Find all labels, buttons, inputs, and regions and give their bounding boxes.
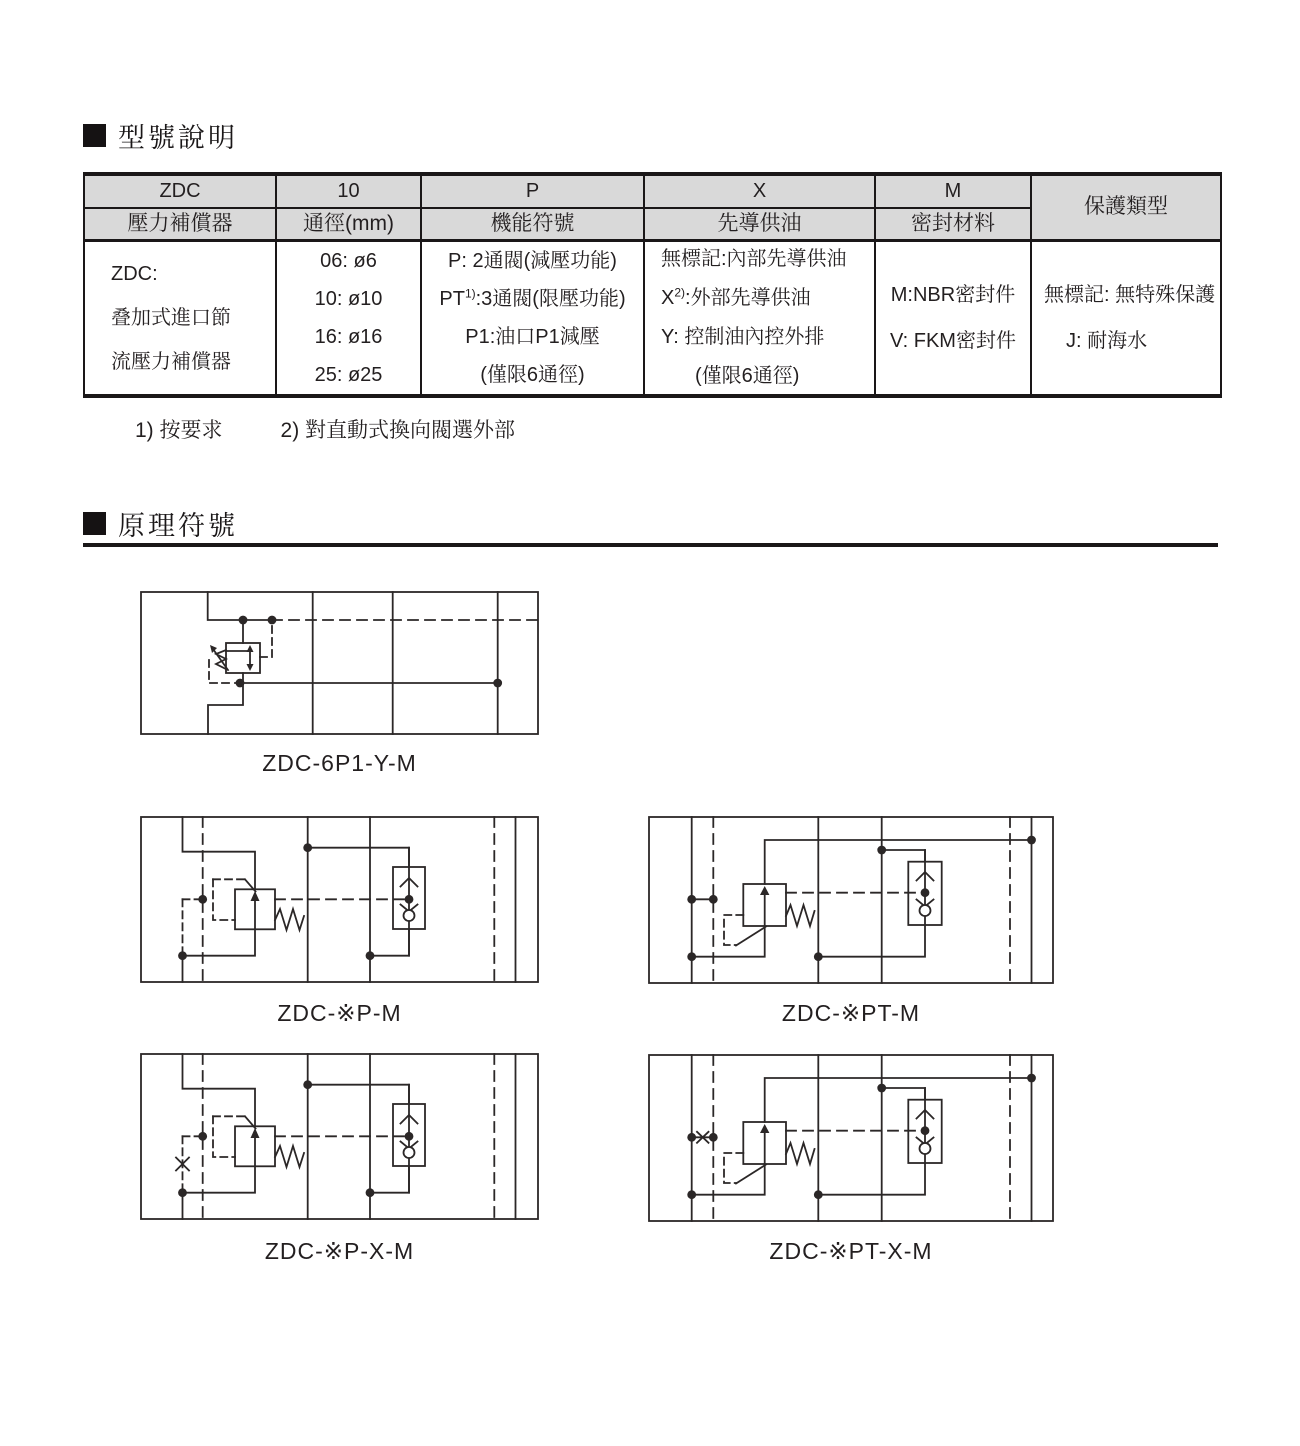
junction-dot <box>687 1133 696 1142</box>
junction-dot <box>236 679 245 688</box>
spring-icon <box>786 905 815 926</box>
table-header-code-size: 10 <box>275 176 420 209</box>
reducing-valve-symbol <box>213 879 304 930</box>
seal-nbr: M:NBR密封件 <box>890 284 1016 306</box>
pilot-line-2-pre: X <box>661 287 675 309</box>
junction-dot <box>303 843 312 852</box>
reducing-valve-symbol <box>213 1116 304 1167</box>
junction-dot <box>366 1188 375 1197</box>
schematic-zdc-6p1-y-m <box>133 584 547 742</box>
junction-dot <box>1027 836 1036 845</box>
pilot-line-2 <box>661 279 811 318</box>
junction-dot <box>709 1133 718 1142</box>
schematic-zdc-pt-x-m <box>641 1047 1061 1229</box>
table-cell-pilot <box>643 242 874 394</box>
junction-dot <box>303 1080 312 1089</box>
reducing-valve-symbol <box>724 1122 815 1184</box>
pilot-line-2-post: :外部先導供油 <box>685 287 811 309</box>
table-cell-seal <box>874 242 1030 394</box>
main-flow-path <box>208 592 498 734</box>
model-code-table <box>83 172 1222 398</box>
pilot-line-4: (僅限6通徑) <box>695 365 800 387</box>
junction-dot <box>405 895 414 904</box>
pilot-dashed-right <box>260 624 272 657</box>
size-25: 25: ø25 <box>314 364 383 386</box>
junction-dot <box>198 895 207 904</box>
junction-dot <box>405 1132 414 1141</box>
footnote-2: 2) 對直動式換向閥選外部 <box>280 419 516 442</box>
section-divider-rule <box>83 543 1218 547</box>
heading-square-icon <box>83 124 106 147</box>
junction-dot <box>877 1084 886 1093</box>
table-header-code-zdc: ZDC <box>85 176 275 209</box>
heading-square-icon <box>83 512 106 535</box>
table-header-protection: 保護類型 <box>1030 176 1220 242</box>
table-header-name-func: 機能符號 <box>420 209 643 242</box>
func-line-2-pre: PT <box>439 288 465 310</box>
table-header-code-func: P <box>420 176 643 209</box>
diagram-label: ZDC-※P-X-M <box>264 1238 415 1264</box>
check-valve-symbol <box>908 850 941 925</box>
func-line-2 <box>439 280 625 318</box>
table-header-name-size: 通徑(mm) <box>275 209 420 242</box>
func-line-2-post: :3通閥(限壓功能) <box>475 288 626 310</box>
series-line-2: 叠加式進口節 <box>111 307 231 329</box>
check-ball-icon <box>404 1147 415 1158</box>
check-ball-icon <box>404 910 415 921</box>
check-ball-icon <box>920 905 931 916</box>
table-header-code-seal: M <box>874 176 1030 209</box>
reducing-valve-symbol <box>724 884 815 946</box>
table-cell-protection <box>1030 242 1220 394</box>
junction-dot <box>709 895 718 904</box>
func-line-2-sup: 1) <box>464 286 476 301</box>
junction-dot <box>1027 1074 1036 1083</box>
pilot-line-1: 無標記:內部先導供油 <box>661 248 847 270</box>
size-16: 16: ø16 <box>314 326 383 348</box>
junction-dot <box>877 846 886 855</box>
protection-none: 無標記: 無特殊保護 <box>1044 284 1216 306</box>
func-line-1: P: 2通閥(減壓功能) <box>448 250 617 272</box>
junction-dot <box>198 1132 207 1141</box>
spring-icon <box>786 1143 815 1164</box>
junction-dot <box>687 1190 696 1199</box>
schematic-zdc-pt-m <box>641 809 1061 991</box>
diagram-label: ZDC-※P-M <box>277 1000 402 1026</box>
junction-dot <box>178 951 187 960</box>
diagram-label: ZDC-※PT-X-M <box>769 1238 933 1264</box>
func-line-3: P1:油口P1減壓 <box>465 326 600 348</box>
table-header-name-compensator: 壓力補償器 <box>85 209 275 242</box>
diagram-label: ZDC-6P1-Y-M <box>262 750 417 776</box>
junction-dot <box>268 616 277 625</box>
size-10: 10: ø10 <box>314 288 383 310</box>
junction-dot <box>493 679 502 688</box>
junction-dot <box>178 1188 187 1197</box>
pilot-line-3: Y: 控制油內控外排 <box>661 326 825 348</box>
spring-icon <box>275 1146 304 1167</box>
pilot-line-2-sup: 2) <box>674 285 686 300</box>
schematic-zdc-p-x-m <box>133 1046 547 1227</box>
table-cell-series <box>85 242 275 394</box>
schematic-zdc-p-m <box>133 809 547 990</box>
series-line-1: ZDC: <box>111 263 158 285</box>
table-cell-sizes <box>275 242 420 394</box>
reducing-valve-symbol <box>210 643 260 673</box>
table-header-name-pilot: 先導供油 <box>643 209 874 242</box>
footnote-1: 1) 按要求 <box>135 419 223 442</box>
seal-fkm: V: FKM密封件 <box>890 330 1016 352</box>
junction-dot <box>921 888 930 897</box>
table-cell-function <box>420 242 643 394</box>
func-line-4: (僅限6通徑) <box>480 364 585 386</box>
junction-dot <box>814 952 823 961</box>
size-06: 06: ø6 <box>320 250 377 272</box>
junction-dot <box>814 1190 823 1199</box>
diagram-label: ZDC-※PT-M <box>781 1000 921 1026</box>
junction-dot <box>239 616 248 625</box>
pilot-dashed-left <box>209 660 233 683</box>
section-symbols-title: 原理符號 <box>118 511 238 541</box>
spring-icon <box>275 909 304 930</box>
footnotes <box>135 414 515 444</box>
junction-dot <box>366 951 375 960</box>
junction-dot <box>921 1126 930 1135</box>
table-header-code-pilot: X <box>643 176 874 209</box>
table-header-name-seal: 密封材料 <box>874 209 1030 242</box>
junction-dot <box>687 952 696 961</box>
section-models-title: 型號說明 <box>118 123 238 153</box>
section-symbols-heading <box>83 504 238 543</box>
section-models-heading <box>83 116 238 155</box>
protection-seawater: J: 耐海水 <box>1066 330 1148 352</box>
check-ball-icon <box>920 1143 931 1154</box>
junction-dot <box>687 895 696 904</box>
series-line-3: 流壓力補償器 <box>111 351 231 373</box>
check-valve-symbol <box>908 1088 941 1163</box>
